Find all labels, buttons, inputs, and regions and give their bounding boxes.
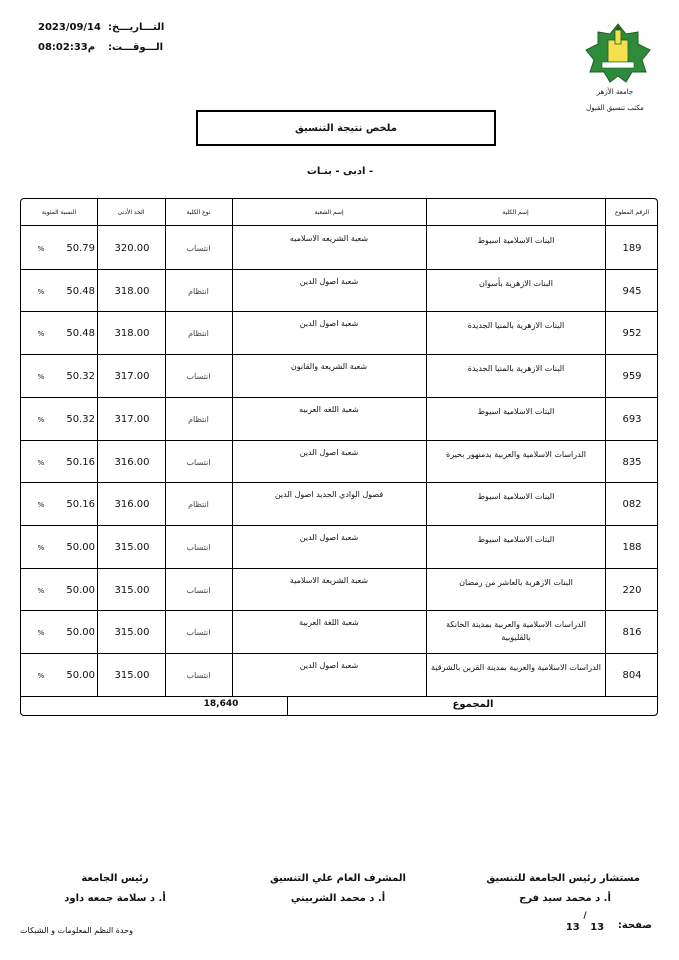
col-type-header: نوع الكلية: [186, 209, 211, 216]
cell-score: 318.00: [114, 328, 150, 340]
cell-division: شعبة اصول الدين: [299, 661, 359, 670]
cell-serial: 816: [622, 627, 642, 639]
cell-percent: 50.00: [66, 627, 95, 639]
total-value: 18,640: [203, 699, 239, 709]
cell-percent: 50.48: [66, 328, 95, 340]
cell-percent: 50.00: [66, 584, 95, 596]
cell-percent-sign: %: [37, 586, 45, 595]
cell-college: الدراسات الاسلامية والعربية بمدينة الخانكة بالقليوبية: [446, 620, 586, 643]
cell-type: انتظام: [188, 329, 209, 339]
cell-division: شعبة اصول الدين: [299, 319, 359, 329]
sig3-title: رئيس الجامعة: [81, 873, 149, 884]
cell-serial: 082: [622, 499, 642, 511]
cell-college: البنات الازهرية بالعاشر من رمضان: [459, 577, 573, 587]
cell-serial: 952: [622, 328, 642, 340]
cell-score: 315.00: [114, 584, 150, 596]
cell-serial: 220: [622, 584, 642, 596]
col-division-header: إسم الشعبة: [314, 209, 344, 216]
cell-division: شعبة اللغة العربية: [299, 618, 359, 628]
table-row: [21, 397, 657, 440]
table-row: [21, 482, 657, 525]
results-table: [20, 198, 658, 716]
report-title-box: [196, 110, 496, 146]
cell-serial: 188: [622, 541, 642, 553]
date-row: [38, 22, 165, 33]
table-header: [21, 199, 657, 226]
cell-percent: 50.48: [66, 285, 95, 297]
table-row: [21, 525, 657, 568]
table-row: [21, 354, 657, 397]
cell-division: شعبة اصول الدين: [299, 447, 359, 457]
total-label: المجموع: [452, 699, 494, 710]
cell-percent-sign: %: [37, 330, 45, 339]
sig1-name: أ. د محمد سيد فرج: [519, 893, 611, 904]
cell-serial: 835: [622, 456, 642, 468]
cell-percent-sign: %: [37, 501, 45, 510]
cell-division: شعبة اصول الدين: [299, 276, 359, 286]
cell-college: البنات الازهرية بالمنيا الجديدة: [467, 364, 565, 374]
cell-score: 315.00: [114, 541, 150, 553]
table-row: [21, 226, 657, 269]
cell-type: انتساب: [186, 585, 211, 595]
cell-percent-sign: %: [37, 458, 45, 467]
table-row: [21, 610, 657, 653]
time-label: الـــوقـــت:: [108, 42, 164, 53]
cell-division: فصول الوادي الجديد اصول الدين: [274, 490, 384, 500]
cell-division: شعبة الشريعة والقانون: [290, 362, 368, 372]
total-row: [21, 696, 657, 715]
col-score-header: الحد الأدنى: [117, 209, 145, 216]
university-name: جامعة الأزهر: [596, 88, 634, 96]
cell-percent: 50.16: [66, 499, 95, 511]
cell-percent-sign: %: [37, 415, 45, 424]
page-number: [560, 922, 610, 933]
report-title: ملخص نتيجة التنسيق: [295, 122, 397, 134]
azhar-logo-icon: [582, 22, 654, 84]
cell-type: انتساب: [186, 671, 211, 680]
cell-college: البنات الاسلامية اسيوط: [477, 492, 555, 502]
cell-score: 320.00: [114, 243, 150, 254]
cell-college: البنات الاسلامية اسيوط: [477, 534, 555, 544]
cell-type: انتظام: [188, 500, 209, 510]
cell-college: البنات الازهرية بالمنيا الجديدة: [467, 321, 565, 331]
cell-type: انتساب: [186, 372, 211, 382]
time-value: 08:02:33م: [38, 42, 96, 53]
cell-percent: 50.32: [66, 413, 95, 425]
cell-score: 316.00: [114, 499, 150, 511]
cell-percent: 50.79: [66, 243, 95, 254]
page-total: 13: [590, 922, 605, 933]
time-row: [38, 42, 164, 53]
cell-percent: 50.00: [66, 670, 95, 681]
cell-score: 315.00: [114, 627, 150, 639]
cell-score: 317.00: [114, 371, 150, 383]
cell-college: البنات الاسلامية اسيوط: [477, 236, 555, 245]
cell-division: شعبة اصول الدين: [299, 532, 359, 542]
cell-percent-sign: %: [37, 373, 45, 382]
cell-percent-sign: %: [37, 672, 45, 680]
col-college-header: إسم الكلية: [502, 209, 529, 216]
cell-percent: 50.00: [66, 541, 95, 553]
cell-percent-sign: %: [37, 287, 45, 296]
table-row: [21, 311, 657, 354]
cell-college: البنات الاسلامية اسيوط: [477, 406, 555, 416]
page-label: صفحة:: [617, 920, 652, 931]
cell-percent-sign: %: [37, 629, 45, 638]
cell-division: شعبة الشريعه الاسلاميه: [289, 234, 369, 243]
cell-percent-sign: %: [37, 245, 45, 253]
office-name: مكتب تنسيق القبول: [586, 104, 644, 112]
cell-division: شعبة الشريعة الاسلامية: [289, 575, 369, 585]
cell-score: 315.00: [114, 670, 150, 681]
sig2-name: أ. د محمد الشربيني: [290, 893, 386, 904]
cell-college: الدراسات الاسلامية والعربية بمدينة القرين بالشرقية: [431, 663, 601, 672]
cell-division: شعبة اللغه العربيه: [299, 404, 359, 414]
table-row: [21, 269, 657, 312]
sig1-title: مستشار رئيس الجامعة للتنسيق: [486, 873, 640, 884]
cell-score: 318.00: [114, 285, 150, 297]
cell-score: 316.00: [114, 456, 150, 468]
cell-percent: 50.16: [66, 456, 95, 468]
col-serial-header: الرقم المطوع: [614, 209, 650, 216]
cell-serial: 189: [622, 243, 642, 254]
page-separator: /: [583, 911, 587, 921]
cell-percent-sign: %: [37, 543, 45, 552]
unit-name: وحدة النظم المعلومات و الشبكات: [20, 926, 133, 935]
cell-serial: 693: [622, 413, 642, 425]
table-row: [21, 653, 657, 696]
cell-type: انتساب: [186, 542, 211, 552]
sig3-name: أ. د سلامة جمعه داود: [64, 893, 166, 904]
sig2-title: المشرف العام علي التنسيق: [270, 873, 406, 884]
cell-percent: 50.32: [66, 371, 95, 383]
cell-serial: 804: [622, 670, 642, 681]
date-label: التـــاريـــخ:: [108, 22, 165, 33]
date-value: 2023/09/14: [38, 22, 101, 33]
table-row: [21, 568, 657, 611]
cell-type: انتظام: [188, 286, 209, 296]
cell-serial: 959: [622, 371, 642, 383]
cell-type: انتظام: [188, 414, 209, 424]
cell-college: الدراسات الاسلامية والعربية بدمنهور بحيرة: [446, 449, 586, 459]
cell-type: انتساب: [186, 628, 211, 638]
col-percent-header: النسبة المئوية: [41, 209, 77, 216]
cell-score: 317.00: [114, 413, 150, 425]
cell-serial: 945: [622, 285, 642, 297]
cell-college: البنات الازهرية بأسوان: [479, 278, 553, 288]
report-subtitle: - ادبى - بنـات: [306, 166, 374, 177]
table-row: [21, 440, 657, 483]
cell-type: انتساب: [186, 457, 211, 467]
cell-type: انتساب: [186, 244, 211, 253]
page-current: 13: [565, 922, 580, 933]
